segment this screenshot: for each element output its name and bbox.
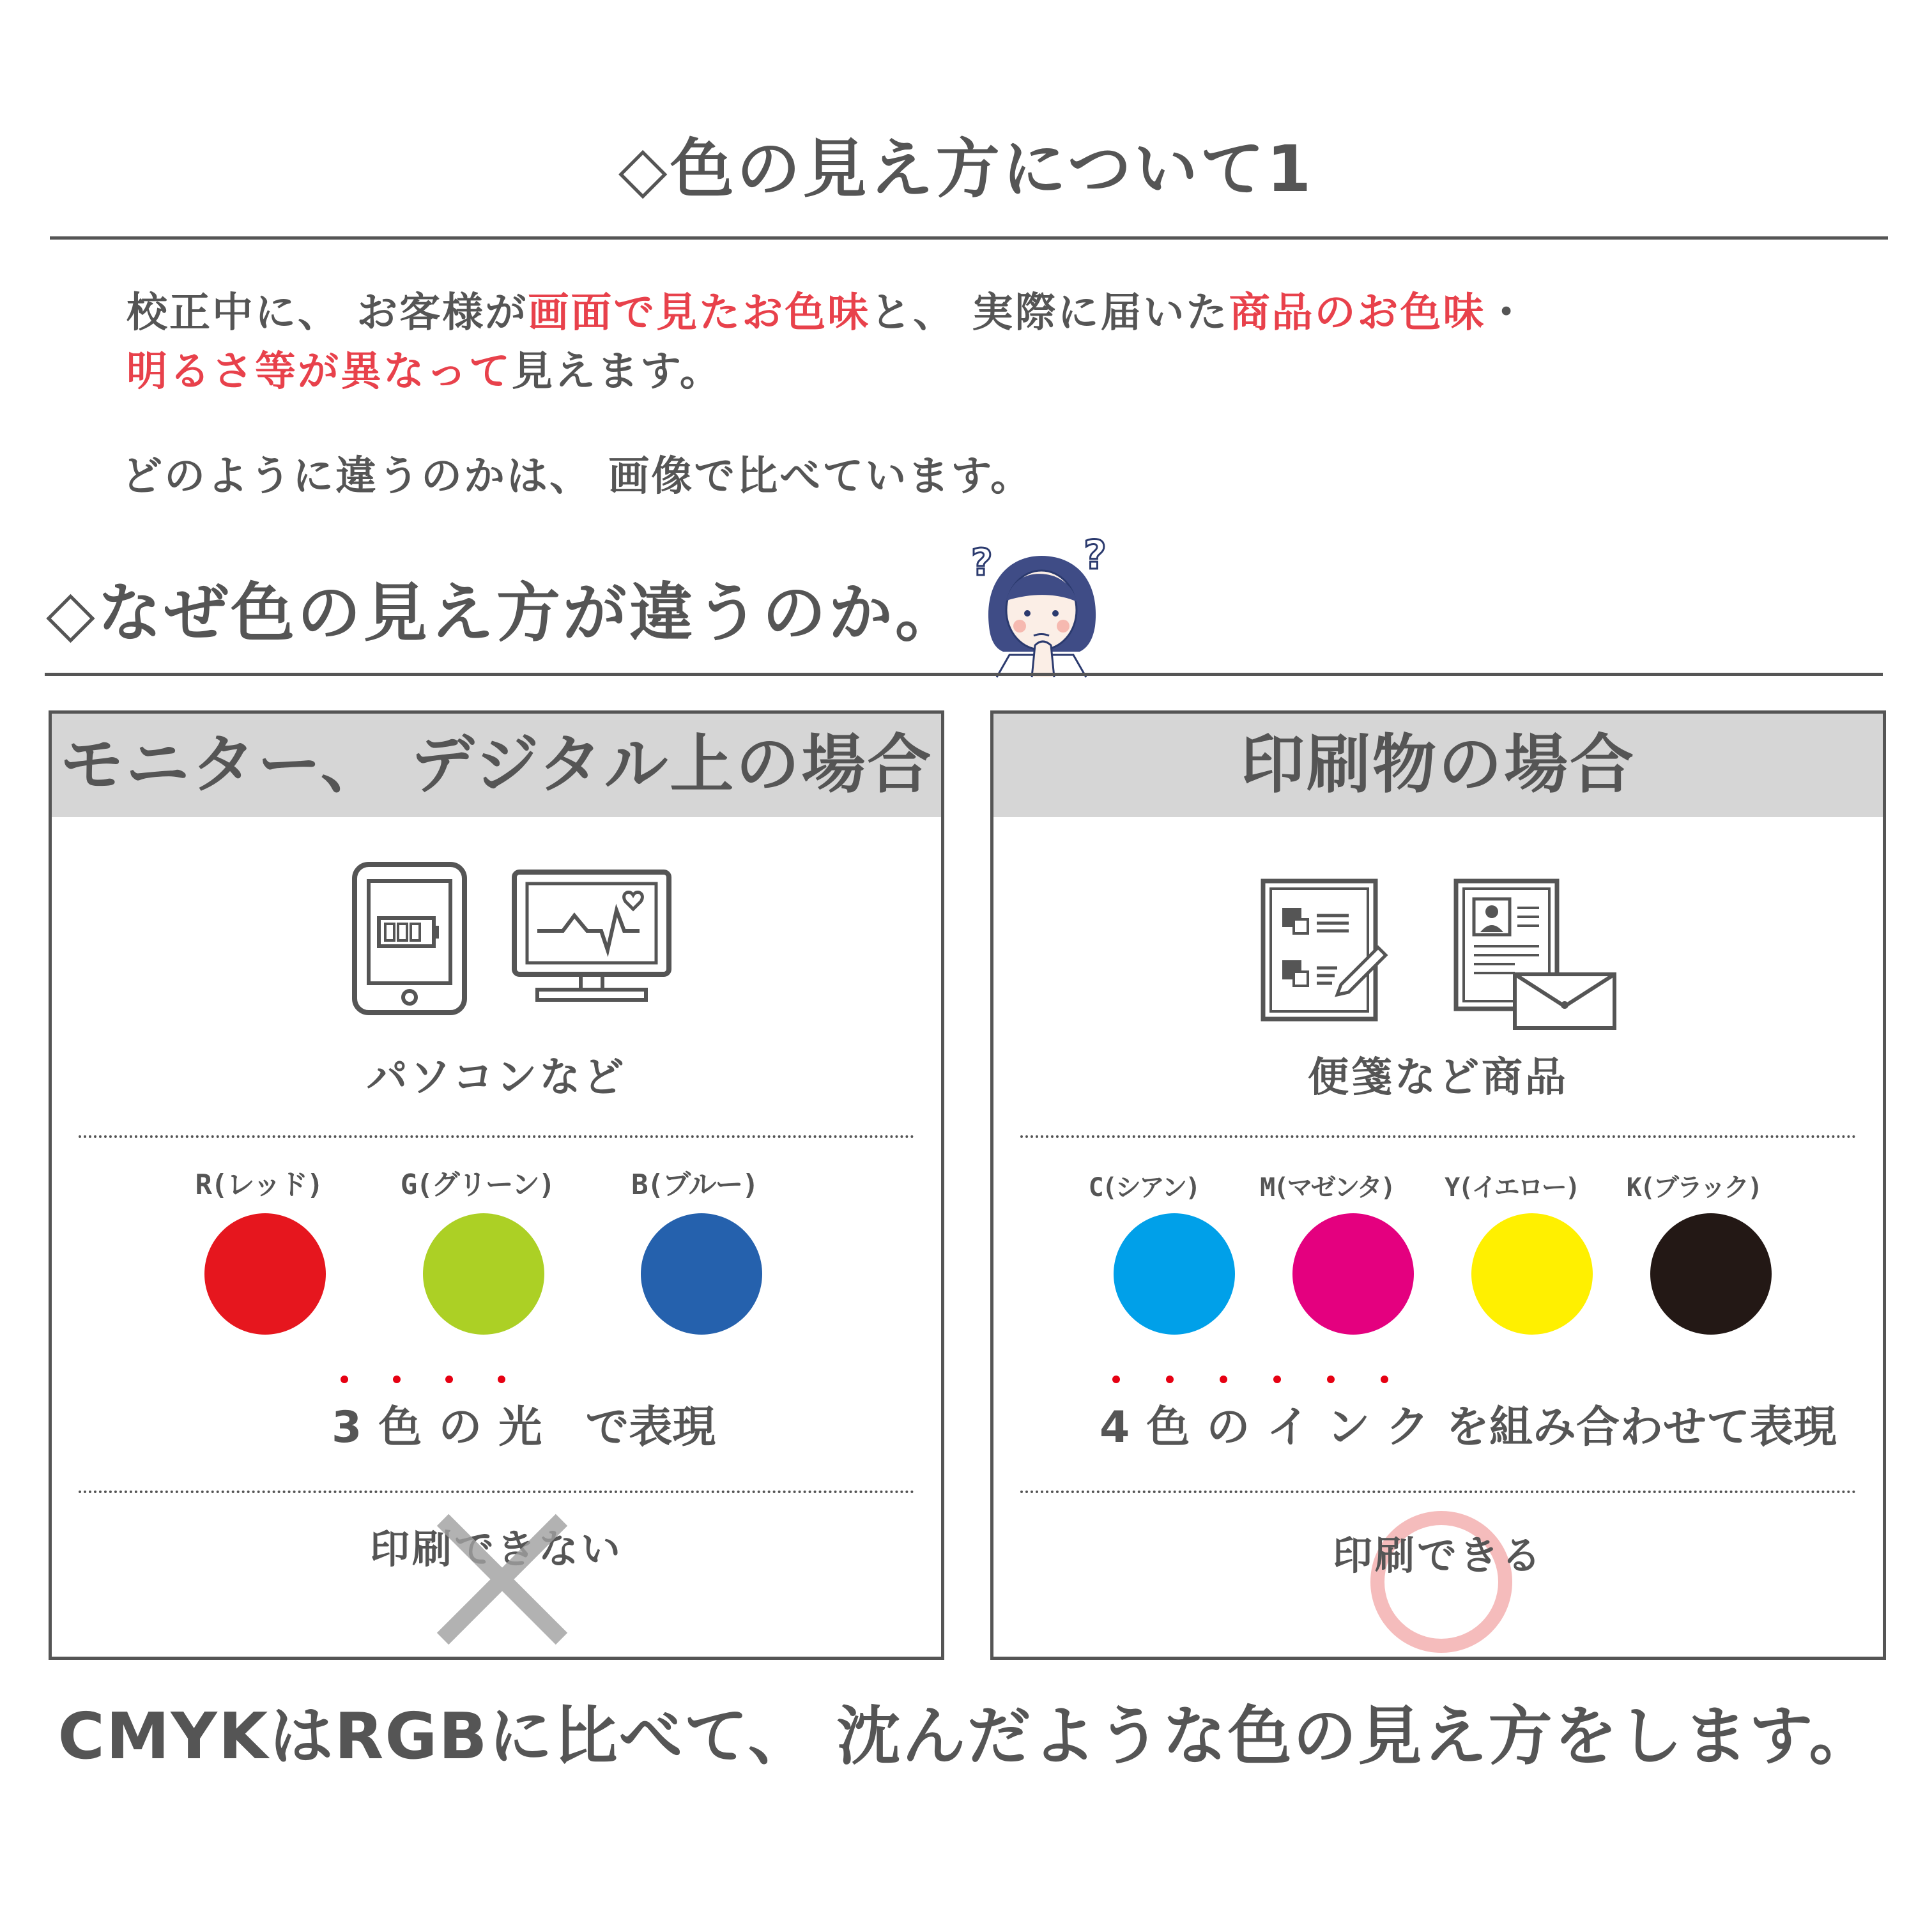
resume-envelope-icon	[1453, 878, 1620, 1032]
color-label-r: R(レッド)	[195, 1169, 323, 1201]
yellow-circle	[1471, 1213, 1593, 1335]
device-caption: パソコンなど	[366, 1054, 627, 1101]
panel-header	[52, 714, 941, 817]
expression-text	[332, 1402, 716, 1453]
intro-line-3: どのように違うのかは、 画像で比べています。	[121, 453, 1034, 500]
color-label-y: Y(イエロー)	[1445, 1173, 1579, 1202]
dotted-divider	[79, 1135, 914, 1138]
color-label-k: K(ブラック)	[1626, 1173, 1761, 1202]
emphasis-dot	[1381, 1376, 1388, 1383]
expression-text	[1100, 1402, 1837, 1453]
red-circle	[204, 1213, 326, 1335]
intro-highlight: 商品のお色味	[1229, 289, 1486, 337]
monitor-panel	[49, 710, 944, 1660]
intro-text: ・	[1485, 289, 1529, 337]
dotted-divider	[1020, 1491, 1856, 1493]
intro-highlight: 明るさ等が異なって	[126, 348, 512, 395]
emphasis-dot	[445, 1376, 453, 1383]
emphasis-dot	[1220, 1376, 1227, 1383]
emphasis-dot	[1112, 1376, 1120, 1383]
print-panel	[990, 710, 1886, 1660]
dotted-divider	[79, 1491, 914, 1493]
tablet-icon	[352, 862, 467, 1015]
section-title: ◇なぜ色の見え方が違うのか。	[46, 576, 962, 650]
expression-emphasis: 3色の光	[332, 1402, 559, 1453]
expression-rest: を組み合わせて表現	[1445, 1402, 1837, 1453]
black-circle	[1650, 1213, 1772, 1335]
color-label-g: G(グリーン)	[400, 1169, 555, 1201]
dotted-divider	[1020, 1135, 1856, 1138]
footer-note: CMYKはRGBに比べて、 沈んだような色の見え方をします。	[57, 1699, 1874, 1774]
panel-title: モニター、 デジタル上の場合	[59, 727, 933, 802]
divider	[45, 673, 1883, 676]
intro-text: 校正中に、 お客様が	[126, 289, 528, 337]
svg-text:?: ?	[1084, 532, 1107, 578]
emphasis-dot	[1273, 1376, 1281, 1383]
checklist-document-icon	[1261, 878, 1388, 1025]
expression-emphasis: 4色のインク	[1100, 1402, 1446, 1453]
print-result-text: 印刷できない	[369, 1526, 623, 1572]
magenta-circle	[1292, 1213, 1414, 1335]
divider	[50, 236, 1888, 240]
color-label-c: C(シアン)	[1088, 1173, 1199, 1202]
green-circle	[423, 1213, 544, 1335]
intro-text: と、 実際に届いた	[870, 289, 1229, 337]
confused-woman-icon	[958, 530, 1124, 677]
cyan-circle	[1114, 1213, 1235, 1335]
emphasis-dot	[393, 1376, 401, 1383]
intro-text: 見えます。	[512, 348, 723, 395]
emphasis-dot	[341, 1376, 348, 1383]
page-title: ◇色の見え方について1	[618, 132, 1314, 206]
cross-icon	[435, 1512, 569, 1646]
svg-text:?: ?	[971, 540, 993, 584]
product-caption: 便箋など商品	[1308, 1054, 1568, 1101]
expression-rest: で表現	[585, 1402, 716, 1453]
print-result-text: 印刷できる	[1332, 1532, 1544, 1579]
color-label-m: M(マゼンタ)	[1260, 1173, 1394, 1202]
intro-line-1	[126, 284, 1529, 342]
emphasis-dot	[1166, 1376, 1174, 1383]
emphasis-dot	[498, 1376, 505, 1383]
intro-highlight: 画面で見たお色味	[528, 289, 871, 337]
blue-circle	[641, 1213, 762, 1335]
panel-title: 印刷物の場合	[1241, 727, 1636, 802]
intro-line-2	[126, 342, 723, 401]
monitor-heartbeat-icon	[512, 870, 671, 1004]
panel-header	[993, 714, 1883, 817]
color-label-b: B(ブルー)	[631, 1169, 758, 1201]
emphasis-dot	[1327, 1376, 1335, 1383]
